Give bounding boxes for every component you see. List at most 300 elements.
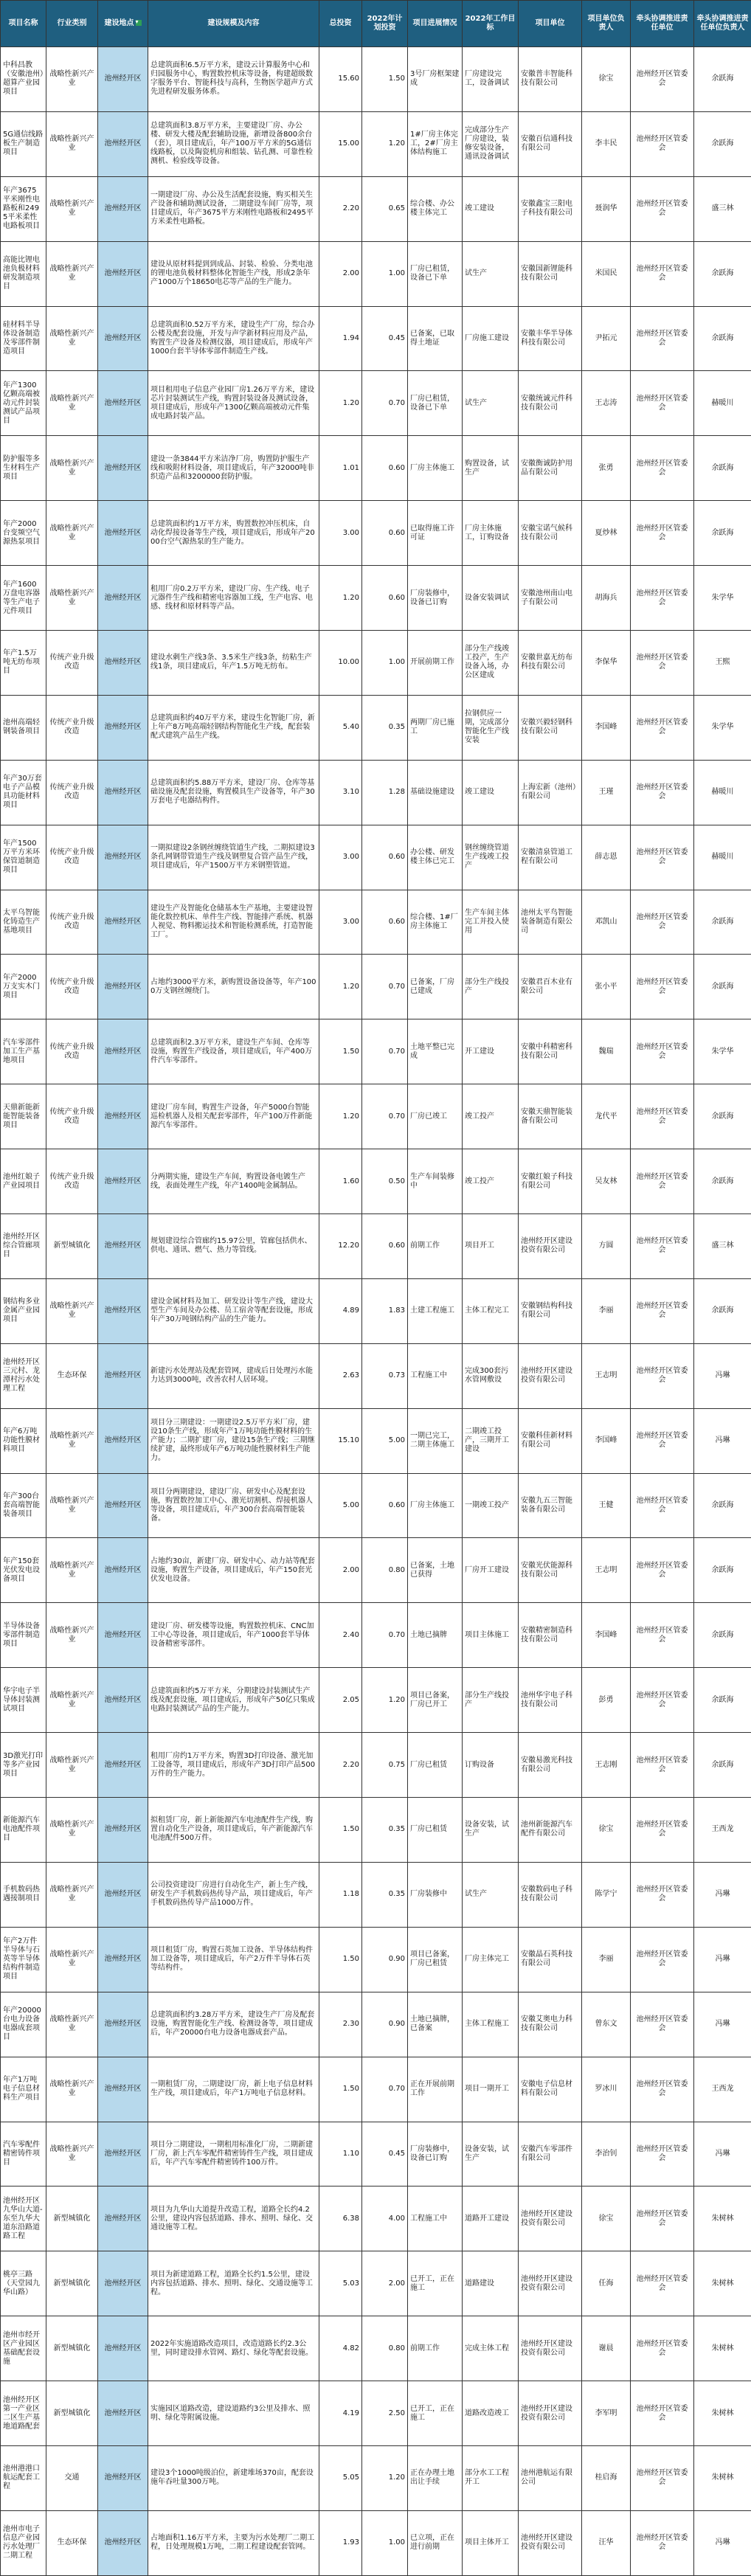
unit-cell: 安徽数码电子科技有限公司 xyxy=(519,1862,582,1927)
lead-unit-cell: 池州经开区管委会 xyxy=(631,1278,694,1343)
unit-cell: 安徽艾奥电力科技有限公司 xyxy=(519,1992,582,2057)
unit-head-cell: 魏瑞 xyxy=(582,1019,631,1084)
col-header-unit-head[interactable]: 项目单位负责人 xyxy=(582,1,631,47)
table-row[interactable] xyxy=(1,501,751,566)
category-cell: 传统产业升级改造 xyxy=(46,1019,98,1084)
category-cell: 传统产业升级改造 xyxy=(46,1084,98,1149)
unit-cell: 安徽百信通科技有限公司 xyxy=(519,111,582,176)
total-investment-cell: 15.10 xyxy=(319,1408,362,1473)
category-cell: 战略性新兴产业 xyxy=(46,2122,98,2187)
col-header-lead-unit[interactable]: 牵头协调推进责任单位 xyxy=(631,1,694,47)
project-name-cell: 太平乌智能化铸造生产基地项目 xyxy=(1,890,46,955)
project-name-cell: 年产1.5万吨无纺布项目 xyxy=(1,631,46,696)
total-investment-cell: 2.05 xyxy=(319,1668,362,1733)
lead-head-cell: 余跃海 xyxy=(694,955,751,1019)
category-cell: 战略性新兴产业 xyxy=(46,436,98,501)
progress-cell: 土建工程施工 xyxy=(408,1278,463,1343)
progress-cell: 3号厂房框架建成 xyxy=(408,47,463,112)
project-name-cell: 池州经开区综合管廊项目 xyxy=(1,1214,46,1279)
unit-cell: 池州经开区建设投资有限公司 xyxy=(519,2510,582,2575)
plan-investment-cell: 0.80 xyxy=(362,1538,408,1603)
progress-cell: 项目已备案，厂房已租赁 xyxy=(408,1927,463,1992)
unit-head-cell: 李国峰 xyxy=(582,1408,631,1473)
unit-cell: 安徽易激光科技有限公司 xyxy=(519,1733,582,1798)
unit-head-cell: 米国民 xyxy=(582,241,631,306)
col-header-progress[interactable]: 项目进展情况 xyxy=(408,1,463,47)
table-row[interactable] xyxy=(1,1733,751,1798)
lead-head-cell: 余跃海 xyxy=(694,1084,751,1149)
lead-head-cell: 朱学华 xyxy=(694,695,751,760)
description-cell: 建设从原材料提到到成品、封装、检验、分类电池的锂电池负极材料整体化智能生产线，形成2条年产1000万个18650电芯等产品的生产能力。 xyxy=(148,241,319,306)
description-cell: 建设3个1000吨级泊位，新建堆场370亩，配套设施年吞吐量300万吨。 xyxy=(148,2445,319,2510)
lead-head-cell: 余跃海 xyxy=(694,436,751,501)
lead-unit-cell: 池州经开区管委会 xyxy=(631,631,694,696)
lead-unit-cell: 池州经开区管委会 xyxy=(631,1798,694,1863)
plan-investment-cell: 1.00 xyxy=(362,2510,408,2575)
progress-cell: 已开工，正在施工 xyxy=(408,2381,463,2446)
lead-unit-cell: 池州经开区管委会 xyxy=(631,2122,694,2187)
project-name-cell: 高能比锂电池负极材料研发制造项目 xyxy=(1,241,46,306)
total-investment-cell: 4.82 xyxy=(319,2316,362,2381)
category-cell: 传统产业升级改造 xyxy=(46,825,98,890)
lead-head-cell: 冯琳 xyxy=(694,1408,751,1473)
table-row[interactable] xyxy=(1,1019,751,1084)
project-name-cell: 华宇电子半导体封装测试项目 xyxy=(1,1668,46,1733)
total-investment-cell: 5.05 xyxy=(319,2445,362,2510)
table-row[interactable] xyxy=(1,2057,751,2122)
lead-unit-cell: 池州经开区管委会 xyxy=(631,1408,694,1473)
progress-cell: 厂房主体施工 xyxy=(408,436,463,501)
category-cell: 战略性新兴产业 xyxy=(46,241,98,306)
progress-cell: 1#厂房主体完工，2#厂房主体结构施工 xyxy=(408,111,463,176)
goal-cell: 厂房主体施工，订购设备 xyxy=(463,501,519,566)
table-row[interactable] xyxy=(1,1214,751,1279)
location-cell: 池州经开区 xyxy=(98,1733,148,1798)
table-row[interactable] xyxy=(1,306,751,371)
plan-investment-cell: 5.00 xyxy=(362,1408,408,1473)
col-header-plan-investment[interactable]: 2022年计划投资 xyxy=(362,1,408,47)
description-cell: 项目分二期建设，一期租用标准化厂房，二期新建厂房，新上汽车零配件精密铸件生产线，项目建成后，年产汽车零配件精密铸件100万件。 xyxy=(148,2122,319,2187)
unit-cell: 池州华宇电子科技有限公司 xyxy=(519,1668,582,1733)
description-cell: 建设厂房、研发楼等设施，购置数控机床、CNC加工中心等设备，项目建成后，年产1000套半导体设备精密零部件。 xyxy=(148,1603,319,1668)
project-name-cell: 钢结构多业金属产业园项目 xyxy=(1,1278,46,1343)
unit-cell: 池州太平鸟智能装备制造有限公司 xyxy=(519,890,582,955)
unit-cell: 池州经开区建设投资有限公司 xyxy=(519,1214,582,1279)
plan-investment-cell: 0.80 xyxy=(362,2316,408,2381)
category-cell: 新型城镇化 xyxy=(46,2251,98,2316)
table-row[interactable] xyxy=(1,825,751,890)
category-cell: 战略性新兴产业 xyxy=(46,566,98,631)
table-row[interactable] xyxy=(1,2187,751,2251)
lead-unit-cell: 池州经开区管委会 xyxy=(631,1668,694,1733)
lead-unit-cell: 池州经开区管委会 xyxy=(631,241,694,306)
lead-head-cell: 盛三林 xyxy=(694,176,751,241)
unit-head-cell: 张勇 xyxy=(582,436,631,501)
unit-head-cell: 李治钊 xyxy=(582,2122,631,2187)
goal-cell: 主体工程施工 xyxy=(463,1992,519,2057)
goal-cell: 生产车间主体完工并投入使用 xyxy=(463,890,519,955)
lead-unit-cell: 池州经开区管委会 xyxy=(631,2381,694,2446)
progress-cell: 土地已摘牌 xyxy=(408,1603,463,1668)
plan-investment-cell: 0.60 xyxy=(362,890,408,955)
goal-cell: 竣工投产 xyxy=(463,1084,519,1149)
progress-cell: 办公楼、研发楼主体已完工 xyxy=(408,825,463,890)
table-row[interactable] xyxy=(1,1862,751,1927)
category-cell: 生态环保 xyxy=(46,2510,98,2575)
unit-cell: 池州经开区建设投资有限公司 xyxy=(519,2381,582,2446)
description-cell: 公司投资建设厂房进行自动化生产，新上生产线，研发生产手机数码热传导产品，项目建成后，年产手机数码热传导产品1000万件。 xyxy=(148,1862,319,1927)
lead-head-cell: 余跃海 xyxy=(694,1603,751,1668)
location-cell: 池州经开区 xyxy=(98,1278,148,1343)
total-investment-cell: 1.01 xyxy=(319,436,362,501)
description-cell: 项目为九华山大道提升改造工程，道路全长约4.2公里，建设内容包括道路、排水、照明、绿化、交通设施等工程。 xyxy=(148,2187,319,2251)
lead-head-cell: 冯琳 xyxy=(694,1992,751,2057)
category-cell: 战略性新兴产业 xyxy=(46,501,98,566)
lead-head-cell: 冯琳 xyxy=(694,2122,751,2187)
unit-head-cell: 王健 xyxy=(582,1473,631,1538)
table-row[interactable] xyxy=(1,890,751,955)
table-row[interactable] xyxy=(1,2122,751,2187)
table-row[interactable] xyxy=(1,1538,751,1603)
table-row[interactable] xyxy=(1,1992,751,2057)
lead-unit-cell: 池州经开区管委会 xyxy=(631,955,694,1019)
table-row[interactable] xyxy=(1,371,751,436)
table-row[interactable] xyxy=(1,760,751,825)
plan-investment-cell: 1.00 xyxy=(362,631,408,696)
category-cell: 战略性新兴产业 xyxy=(46,47,98,112)
plan-investment-cell: 0.60 xyxy=(362,1473,408,1538)
location-cell: 池州经开区 xyxy=(98,371,148,436)
plan-investment-cell: 0.60 xyxy=(362,436,408,501)
lead-head-cell: 朱树林 xyxy=(694,2251,751,2316)
project-name-cell: 池州高端轻钢装备项目 xyxy=(1,695,46,760)
project-name-cell: 年产30万套电子产品模具功能材料项目 xyxy=(1,760,46,825)
location-cell: 池州经开区 xyxy=(98,1019,148,1084)
unit-cell: 安徽普丰智能科技有限公司 xyxy=(519,47,582,112)
lead-unit-cell: 池州经开区管委会 xyxy=(631,760,694,825)
project-name-cell: 年产2万件半导体与石英等半导体结构件制造项目 xyxy=(1,1927,46,1992)
category-cell: 战略性新兴产业 xyxy=(46,1408,98,1473)
unit-head-cell: 尹拓元 xyxy=(582,306,631,371)
unit-cell: 安徽科佳新材料有限公司 xyxy=(519,1408,582,1473)
lead-head-cell: 余跃海 xyxy=(694,1733,751,1798)
table-row[interactable] xyxy=(1,1798,751,1863)
col-header-description[interactable]: 建设规模及内容 xyxy=(148,1,319,47)
plan-investment-cell: 0.90 xyxy=(362,1927,408,1992)
plan-investment-cell: 0.60 xyxy=(362,566,408,631)
col-header-goal[interactable]: 2022年工作目标 xyxy=(463,1,519,47)
table-row[interactable] xyxy=(1,2381,751,2446)
total-investment-cell: 2.63 xyxy=(319,1343,362,1408)
table-row[interactable] xyxy=(1,2445,751,2510)
category-cell: 战略性新兴产业 xyxy=(46,1278,98,1343)
table-row[interactable] xyxy=(1,1603,751,1668)
plan-investment-cell: 2.00 xyxy=(362,2251,408,2316)
lead-unit-cell: 池州经开区管委会 xyxy=(631,176,694,241)
progress-cell: 工程施工中 xyxy=(408,2187,463,2251)
unit-head-cell: 方圆 xyxy=(582,1214,631,1279)
total-investment-cell: 5.03 xyxy=(319,2251,362,2316)
description-cell: 新建污水处理站及配套管网，建成后日处理污水能力达到3000吨，改善农村人居环境。 xyxy=(148,1343,319,1408)
plan-investment-cell: 0.35 xyxy=(362,695,408,760)
project-name-cell: 年产2000万支实木门项目 xyxy=(1,955,46,1019)
plan-investment-cell: 0.35 xyxy=(362,1862,408,1927)
unit-cell: 安徽汽车零部件有限公司 xyxy=(519,2122,582,2187)
lead-head-cell: 朱树林 xyxy=(694,2187,751,2251)
lead-unit-cell: 池州经开区管委会 xyxy=(631,1473,694,1538)
project-name-cell: 池州经开区九华山大道-东至九华大道东沿路道路工程 xyxy=(1,2187,46,2251)
lead-unit-cell: 池州经开区管委会 xyxy=(631,890,694,955)
lead-unit-cell: 池州经开区管委会 xyxy=(631,1992,694,2057)
unit-head-cell: 陈学宁 xyxy=(582,1862,631,1927)
unit-head-cell: 王志明 xyxy=(582,1538,631,1603)
location-cell: 池州经开区 xyxy=(98,1927,148,1992)
lead-head-cell: 余跃海 xyxy=(694,1278,751,1343)
location-cell: 池州经开区 xyxy=(98,241,148,306)
total-investment-cell: 1.94 xyxy=(319,306,362,371)
table-row[interactable] xyxy=(1,111,751,176)
unit-cell: 安徽九五三智能装备有限公司 xyxy=(519,1473,582,1538)
lead-unit-cell: 池州经开区管委会 xyxy=(631,436,694,501)
plan-investment-cell: 0.70 xyxy=(362,1019,408,1084)
unit-head-cell: 彭勇 xyxy=(582,1668,631,1733)
goal-cell: 部分水工工程开工 xyxy=(463,2445,519,2510)
project-name-cell: 池州市经开区产业园区基础配套设施 xyxy=(1,2316,46,2381)
project-name-cell: 年产3675平米刚性电路板和2495平米柔性电路板项目 xyxy=(1,176,46,241)
location-cell: 池州经开区 xyxy=(98,2187,148,2251)
table-row[interactable] xyxy=(1,695,751,760)
lead-head-cell: 王西龙 xyxy=(694,1798,751,1863)
total-investment-cell: 5.00 xyxy=(319,1473,362,1538)
lead-head-cell: 赫暖川 xyxy=(694,760,751,825)
unit-head-cell: 薛志恩 xyxy=(582,825,631,890)
location-cell: 池州经开区 xyxy=(98,1343,148,1408)
progress-cell: 两期厂房已施工 xyxy=(408,695,463,760)
location-cell: 池州经开区 xyxy=(98,1862,148,1927)
unit-cell: 安徽晶石英科技有限公司 xyxy=(519,1927,582,1992)
project-name-cell: 年产1300亿颗高端被动元件封装测试产品项目 xyxy=(1,371,46,436)
unit-head-cell: 汪华 xyxy=(582,2510,631,2575)
plan-investment-cell: 1.28 xyxy=(362,760,408,825)
goal-cell: 试生产 xyxy=(463,371,519,436)
goal-cell: 厂房建设完工，设备调试 xyxy=(463,47,519,112)
unit-cell: 安徽中科精密科技有限公司 xyxy=(519,1019,582,1084)
table-row[interactable] xyxy=(1,176,751,241)
unit-head-cell: 胡海兵 xyxy=(582,566,631,631)
description-cell: 租用厂房约1万平方米，购置3D打印设备、激光加工设备等，项目建成后，形成年产3D打印产品500万件的生产能力。 xyxy=(148,1733,319,1798)
table-row[interactable] xyxy=(1,2251,751,2316)
goal-cell: 完成300套污水管网敷设 xyxy=(463,1343,519,1408)
lead-unit-cell: 池州经开区管委会 xyxy=(631,1343,694,1408)
table-row[interactable] xyxy=(1,1927,751,1992)
filter-icon[interactable] xyxy=(136,20,142,26)
unit-head-cell: 李国峰 xyxy=(582,695,631,760)
table-row[interactable] xyxy=(1,1084,751,1149)
unit-head-cell: 李丽 xyxy=(582,1278,631,1343)
table-row[interactable] xyxy=(1,566,751,631)
total-investment-cell: 2.00 xyxy=(319,241,362,306)
progress-cell: 正在开展前期工作 xyxy=(408,2057,463,2122)
unit-cell: 安徽天鼎智能装备有限公司 xyxy=(519,1084,582,1149)
unit-cell: 安徽宝诺气候科技有限公司 xyxy=(519,501,582,566)
table-row[interactable] xyxy=(1,1473,751,1538)
project-name-cell: 年产1500万平方米环保管道制造项目 xyxy=(1,825,46,890)
lead-unit-cell: 池州经开区管委会 xyxy=(631,371,694,436)
description-cell: 一期租赁厂房，二期建设厂房，新上电子信息材料生产线，项目建成后，年产1万吨电子信息材料。 xyxy=(148,2057,319,2122)
location-cell: 池州经开区 xyxy=(98,760,148,825)
unit-cell: 池州经开区建设投资有限公司 xyxy=(519,1343,582,1408)
unit-head-cell: 龙代平 xyxy=(582,1084,631,1149)
total-investment-cell: 4.89 xyxy=(319,1278,362,1343)
description-cell: 总建筑面积6.5万平方米，建设云计算服务中心和归园服务中心，购置数控机床等设备，构建超级数字服务平台、智能科技与高科，生物医学超声方式先进程研发服务体系。 xyxy=(148,47,319,112)
category-cell: 新型城镇化 xyxy=(46,2187,98,2251)
unit-cell: 安徽君百木业有限公司 xyxy=(519,955,582,1019)
table-row[interactable] xyxy=(1,631,751,696)
total-investment-cell: 10.00 xyxy=(319,631,362,696)
project-name-cell: 中科昌教（安徽池州）超算产业园项目 xyxy=(1,47,46,112)
table-row[interactable] xyxy=(1,1278,751,1343)
table-row[interactable] xyxy=(1,2316,751,2381)
lead-unit-cell: 池州经开区管委会 xyxy=(631,1862,694,1927)
progress-cell: 土地平整已完成 xyxy=(408,1019,463,1084)
goal-cell: 部分生产线竣工投产，生产设备入场，办公区建成 xyxy=(463,631,519,696)
location-cell: 池州经开区 xyxy=(98,176,148,241)
lead-unit-cell: 池州经开区管委会 xyxy=(631,1603,694,1668)
progress-cell: 项目已备案，厂房已开工 xyxy=(408,1668,463,1733)
description-cell: 项目分两期建设，建设厂房、研发中心及配套设施，购置数控加工中心、激光切割机、焊接机器人等设备，项目建成后，年产300台套高端智能装备。 xyxy=(148,1473,319,1538)
table-row[interactable] xyxy=(1,955,751,1019)
location-cell: 池州经开区 xyxy=(98,436,148,501)
col-header-name[interactable]: 项目名称 xyxy=(1,1,46,47)
unit-head-cell: 李国峰 xyxy=(582,1603,631,1668)
location-cell: 池州经开区 xyxy=(98,1992,148,2057)
unit-cell: 安徽统诚元件科技有限公司 xyxy=(519,371,582,436)
goal-cell: 二期竣工投产，三期开工建设 xyxy=(463,1408,519,1473)
unit-cell: 安徽池州南山电子有限公司 xyxy=(519,566,582,631)
category-cell: 战略性新兴产业 xyxy=(46,371,98,436)
unit-cell: 安徽精密制造科技有限公司 xyxy=(519,1603,582,1668)
progress-cell: 土地已摘牌，已备案 xyxy=(408,1992,463,2057)
progress-cell: 厂房装修中 xyxy=(408,1862,463,1927)
category-cell: 战略性新兴产业 xyxy=(46,1927,98,1992)
table-row[interactable] xyxy=(1,2510,751,2575)
goal-cell: 设备安装，试生产 xyxy=(463,1798,519,1863)
project-name-cell: 池州红娘子产业园项目 xyxy=(1,1149,46,1214)
description-cell: 拟租赁厂房，新上新能源汽车电池配件生产线，购置自动化生产设备，项目建成后，年产新能源汽车电池配件500万件。 xyxy=(148,1798,319,1863)
goal-cell: 项目开工 xyxy=(463,1214,519,1279)
unit-head-cell: 张小平 xyxy=(582,955,631,1019)
lead-unit-cell: 池州经开区管委会 xyxy=(631,1084,694,1149)
table-row[interactable] xyxy=(1,436,751,501)
goal-cell: 竣工建设 xyxy=(463,176,519,241)
lead-head-cell: 赫暖川 xyxy=(694,371,751,436)
col-header-category[interactable]: 行业类别 xyxy=(46,1,98,47)
goal-cell: 竣工投产 xyxy=(463,1149,519,1214)
table-row[interactable] xyxy=(1,1149,751,1214)
unit-head-cell: 王瑾 xyxy=(582,760,631,825)
plan-investment-cell: 0.70 xyxy=(362,955,408,1019)
progress-cell: 已备案，已取得土地证 xyxy=(408,306,463,371)
location-cell: 池州经开区 xyxy=(98,825,148,890)
description-cell: 建设金属材料及加工、研发设计等生产线，建设大型生产车间及办公楼、员工宿舍等配套设施，形成年产30万吨钢结构产品的生产能力。 xyxy=(148,1278,319,1343)
project-name-cell: 年产1万吨电子信息材料生产项目 xyxy=(1,2057,46,2122)
progress-cell: 已开工，正在施工 xyxy=(408,2251,463,2316)
goal-cell: 设备安装调试 xyxy=(463,566,519,631)
description-cell: 建设厂房车间，购置生产设备，年产5000台智能巡检机器人及相关配套零部件，年产100万件新能源汽车零部件。 xyxy=(148,1084,319,1149)
progress-cell: 厂房已竣工 xyxy=(408,1084,463,1149)
progress-cell: 已备案，厂房已建成 xyxy=(408,955,463,1019)
location-cell: 池州经开区 xyxy=(98,631,148,696)
table-row[interactable] xyxy=(1,1668,751,1733)
goal-cell: 一期竣工投产 xyxy=(463,1473,519,1538)
table-row[interactable] xyxy=(1,47,751,112)
progress-cell: 工程施工中 xyxy=(408,1343,463,1408)
goal-cell: 设备安装，试生产 xyxy=(463,2122,519,2187)
location-cell: 池州经开区 xyxy=(98,955,148,1019)
category-cell: 传统产业升级改造 xyxy=(46,760,98,825)
total-investment-cell: 1.10 xyxy=(319,2122,362,2187)
project-name-cell: 年产300台套高端智能装备项目 xyxy=(1,1473,46,1538)
plan-investment-cell: 0.70 xyxy=(362,1084,408,1149)
table-row[interactable] xyxy=(1,241,751,306)
description-cell: 占地约30亩，新建厂房、研发中心、动力站等配套设施，购置生产设备，项目建成后，年产150套光伏发电设备。 xyxy=(148,1538,319,1603)
plan-investment-cell: 1.20 xyxy=(362,2445,408,2510)
plan-investment-cell: 2.50 xyxy=(362,2381,408,2446)
progress-cell: 厂房主体施工 xyxy=(408,1473,463,1538)
description-cell: 总建筑面积2.3万平方米，建设生产车间、仓库等设施，购置生产线设备，项目建成后，年产400万件汽车零部件。 xyxy=(148,1019,319,1084)
unit-head-cell: 李保华 xyxy=(582,631,631,696)
description-cell: 建设生产及智能化仓储基本生产基地，主要建设智能化数控机床、单件生产线、智能排产系统、机器人视觉、物料搬运技术和智能检测系统，打造智能工厂。 xyxy=(148,890,319,955)
total-investment-cell: 1.20 xyxy=(319,566,362,631)
unit-head-cell: 邓凯山 xyxy=(582,890,631,955)
location-cell: 池州经开区 xyxy=(98,1798,148,1863)
plan-investment-cell: 0.60 xyxy=(362,1214,408,1279)
progress-cell: 厂房装修中，设备已订购 xyxy=(408,2122,463,2187)
progress-cell: 前期工作 xyxy=(408,2316,463,2381)
col-header-total-investment[interactable]: 总投资 xyxy=(319,1,362,47)
unit-cell: 安徽兴毅轻钢科技有限公司 xyxy=(519,695,582,760)
total-investment-cell: 2.40 xyxy=(319,1603,362,1668)
col-header-location[interactable]: 建设地点▾ xyxy=(98,1,148,47)
description-cell: 总建筑面积约40万平方米，建设生化智能厂房，新上年产8万吨高端轻钢结构智能化生产线，配套装配式建筑产品生产线。 xyxy=(148,695,319,760)
goal-cell: 试生产 xyxy=(463,1862,519,1927)
col-header-lead-head[interactable]: 牵头协调推进责任单位负责人 xyxy=(694,1,751,47)
plan-investment-cell: 0.70 xyxy=(362,2057,408,2122)
plan-investment-cell: 1.50 xyxy=(362,47,408,112)
lead-unit-cell: 池州经开区管委会 xyxy=(631,1927,694,1992)
total-investment-cell: 6.38 xyxy=(319,2187,362,2251)
table-row[interactable] xyxy=(1,1343,751,1408)
location-cell: 池州经开区 xyxy=(98,111,148,176)
unit-head-cell: 徐宝 xyxy=(582,47,631,112)
unit-head-cell: 王志刚 xyxy=(582,1733,631,1798)
project-name-cell: 汽车零配件精密铸件项目 xyxy=(1,2122,46,2187)
unit-cell: 池州经开区建设投资有限公司 xyxy=(519,2251,582,2316)
col-header-unit[interactable]: 项目单位 xyxy=(519,1,582,47)
unit-cell: 安徽衡诚防护用品有限公司 xyxy=(519,436,582,501)
plan-investment-cell: 0.45 xyxy=(362,306,408,371)
goal-cell: 订购设备 xyxy=(463,1733,519,1798)
lead-head-cell: 盛三林 xyxy=(694,1214,751,1279)
category-cell: 传统产业升级改造 xyxy=(46,955,98,1019)
lead-unit-cell: 池州经开区管委会 xyxy=(631,566,694,631)
category-cell: 传统产业升级改造 xyxy=(46,695,98,760)
category-cell: 战略性新兴产业 xyxy=(46,306,98,371)
total-investment-cell: 1.50 xyxy=(319,1927,362,1992)
table-row[interactable] xyxy=(1,1408,751,1473)
unit-cell: 上海宏新（池州）有限公司 xyxy=(519,760,582,825)
lead-unit-cell: 池州经开区管委会 xyxy=(631,501,694,566)
